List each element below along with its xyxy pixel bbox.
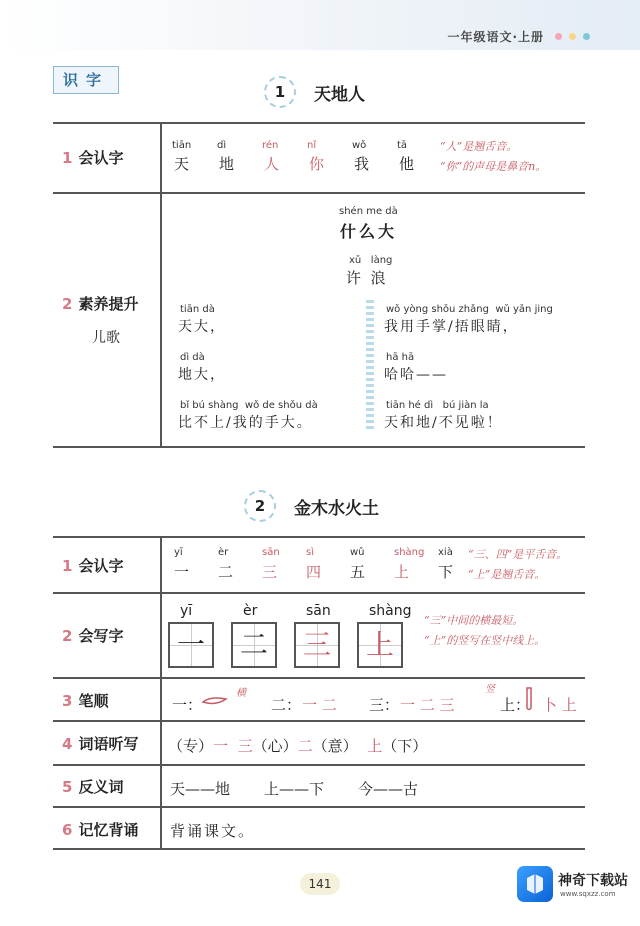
poem-right-3-pinyin: tiān hé dì bú jiàn la — [386, 400, 489, 411]
l1-char: 他 — [399, 155, 415, 173]
poem-right-2: 哈哈—— — [384, 367, 448, 383]
l2-row4-label: 4 词语听写 — [62, 735, 139, 753]
stroke-shu-icon — [522, 686, 536, 712]
l1-row2-label: 2 素养提升 — [62, 295, 139, 313]
l1-char: 地 — [219, 155, 235, 173]
l1-char-pinyin: tā — [397, 140, 408, 151]
l1-char: 你 — [309, 155, 325, 173]
table1-top — [53, 122, 585, 124]
l2-char: 四 — [306, 563, 322, 581]
header-dot-3 — [583, 33, 590, 40]
dictation-line: （专）一 三（心）二（意） 上（下） — [168, 737, 428, 755]
poem-right-3: 天和地/不见啦！ — [384, 415, 503, 431]
writing-grid — [294, 622, 340, 668]
l1-row1-note-2: “你”的声母是鼻音n。 — [440, 160, 547, 173]
antonym-3: 今——古 — [358, 780, 419, 798]
l2-row3-label: 3 笔顺 — [62, 692, 109, 710]
page-number: 141 — [308, 877, 332, 891]
poem-right-1: 我用手掌/捂眼睛， — [384, 319, 519, 335]
poem-left-1-pinyin: tiān dà — [180, 304, 215, 315]
l1-row1-note-1: “人”是翘舌音。 — [440, 140, 518, 153]
l2-char: 二 — [218, 563, 234, 581]
table2-line-3 — [53, 720, 585, 722]
l2-char: 上 — [394, 563, 410, 581]
writing-grid — [231, 622, 277, 668]
poem-title: 什么大 — [340, 222, 398, 241]
l1-char-pinyin: dì — [217, 140, 227, 151]
stroke-er-sequence: 一 二 — [302, 696, 337, 714]
grid-pinyin: shàng — [369, 603, 412, 619]
stroke-heng-label: 横 — [236, 688, 246, 699]
grid-pinyin: yī — [180, 603, 193, 619]
antonym-1: 天——地 — [170, 780, 231, 798]
table2-line-4 — [53, 764, 585, 766]
l1-char-pinyin: rén — [262, 140, 279, 151]
table1-mid — [53, 192, 585, 194]
stroke-er-label: 二： — [271, 696, 302, 714]
l2-row2-note-2: “上”的竖写在竖中线上。 — [424, 634, 546, 647]
lesson-2-title: 金木水火土 — [294, 499, 379, 519]
table2-line-2 — [53, 677, 585, 679]
header-bar — [0, 0, 640, 50]
stroke-shu-label: 竖 — [485, 684, 495, 695]
l2-row2-note-1: “三”中间的横最短。 — [424, 614, 524, 627]
lesson-1-title: 天地人 — [314, 85, 365, 105]
grid-character: 一 — [176, 628, 205, 661]
recite-text: 背诵课文。 — [170, 822, 256, 840]
book-title: 一年级语文·上册 — [447, 30, 544, 44]
l2-char-pinyin: èr — [218, 547, 229, 558]
poem-author: 许 浪 — [346, 269, 386, 287]
poem-right-1-pinyin: wǒ yòng shǒu zhǎng wǔ yǎn jing — [386, 304, 553, 315]
l1-char-pinyin: tiān — [172, 140, 192, 151]
grid-pinyin: èr — [243, 603, 258, 619]
section-tag: 识字 — [53, 66, 119, 94]
stroke-shang-label: 上： — [500, 696, 531, 714]
l2-char: 下 — [438, 563, 454, 581]
download-site-name[interactable]: 神奇下载站 — [558, 873, 628, 889]
l2-row2-label: 2 会写字 — [62, 627, 124, 645]
lesson-1-number: 1 — [264, 76, 296, 108]
table1-divider — [160, 122, 162, 447]
poem-left-1: 天大， — [178, 319, 226, 335]
l2-char-pinyin: sì — [306, 547, 314, 558]
poem-left-2: 地大， — [178, 367, 226, 383]
stroke-san-label: 三： — [369, 696, 400, 714]
download-site-logo-icon[interactable] — [517, 866, 553, 902]
l1-char: 天 — [174, 155, 190, 173]
l2-row1-note-1: “三、四”是平舌音。 — [468, 548, 568, 561]
l1-char-pinyin: wǒ — [352, 140, 367, 151]
writing-grid — [168, 622, 214, 668]
grid-pinyin: sān — [306, 603, 331, 619]
poem-title-pinyin: shén me dà — [339, 206, 398, 217]
l2-row1-note-2: “上”是翘舌音。 — [468, 568, 546, 581]
table2-line-1 — [53, 592, 585, 594]
l2-char: 一 — [174, 563, 190, 581]
antonym-2: 上——下 — [264, 780, 325, 798]
l1-row2-sublabel: 儿歌 — [92, 330, 120, 346]
l2-row5-label: 5 反义词 — [62, 778, 124, 796]
poem-right-2-pinyin: hā hā — [386, 352, 415, 363]
l2-char-pinyin: wǔ — [350, 547, 365, 558]
l2-char: 三 — [262, 563, 278, 581]
table2-line-6 — [53, 848, 585, 850]
table2-line-5 — [53, 806, 585, 808]
grid-character: 三 — [302, 628, 331, 661]
l1-char: 我 — [354, 155, 370, 173]
poem-left-2-pinyin: dì dà — [180, 352, 205, 363]
header-dot-1 — [555, 33, 562, 40]
stroke-heng-icon — [200, 688, 230, 710]
stroke-san-sequence: 一 二 三 — [400, 696, 455, 714]
poem-left-3-pinyin: bǐ bú shàng wǒ de shǒu dà — [180, 400, 318, 411]
table2-divider — [160, 536, 162, 849]
l2-char-pinyin: sān — [262, 547, 280, 558]
l2-char: 五 — [350, 563, 366, 581]
lesson-2-number: 2 — [244, 490, 276, 522]
poem-author-pinyin: xǔ làng — [349, 255, 393, 266]
l1-char: 人 — [264, 155, 280, 173]
l2-char-pinyin: xià — [438, 547, 453, 558]
l2-char-pinyin: shàng — [394, 547, 425, 558]
grid-character: 二 — [239, 628, 268, 661]
grid-character: 上 — [365, 628, 394, 661]
table1-bottom — [53, 446, 585, 448]
stroke-shang-sequence: 卜 上 — [542, 696, 577, 714]
l1-row1-label: 1 会认字 — [62, 149, 124, 167]
stroke-yi-label: 一： — [172, 696, 203, 714]
writing-grid — [357, 622, 403, 668]
l2-row6-label: 6 记忆背诵 — [62, 821, 139, 839]
table2-line-0 — [53, 536, 585, 538]
l2-char-pinyin: yī — [174, 547, 183, 558]
poem-left-3: 比不上/我的手大。 — [178, 415, 313, 431]
download-site-url[interactable]: www.sqxzz.com — [560, 890, 616, 898]
poem-divider — [366, 300, 374, 432]
l1-char-pinyin: nǐ — [307, 140, 317, 151]
header-dot-2 — [569, 33, 576, 40]
l2-row1-label: 1 会认字 — [62, 557, 124, 575]
